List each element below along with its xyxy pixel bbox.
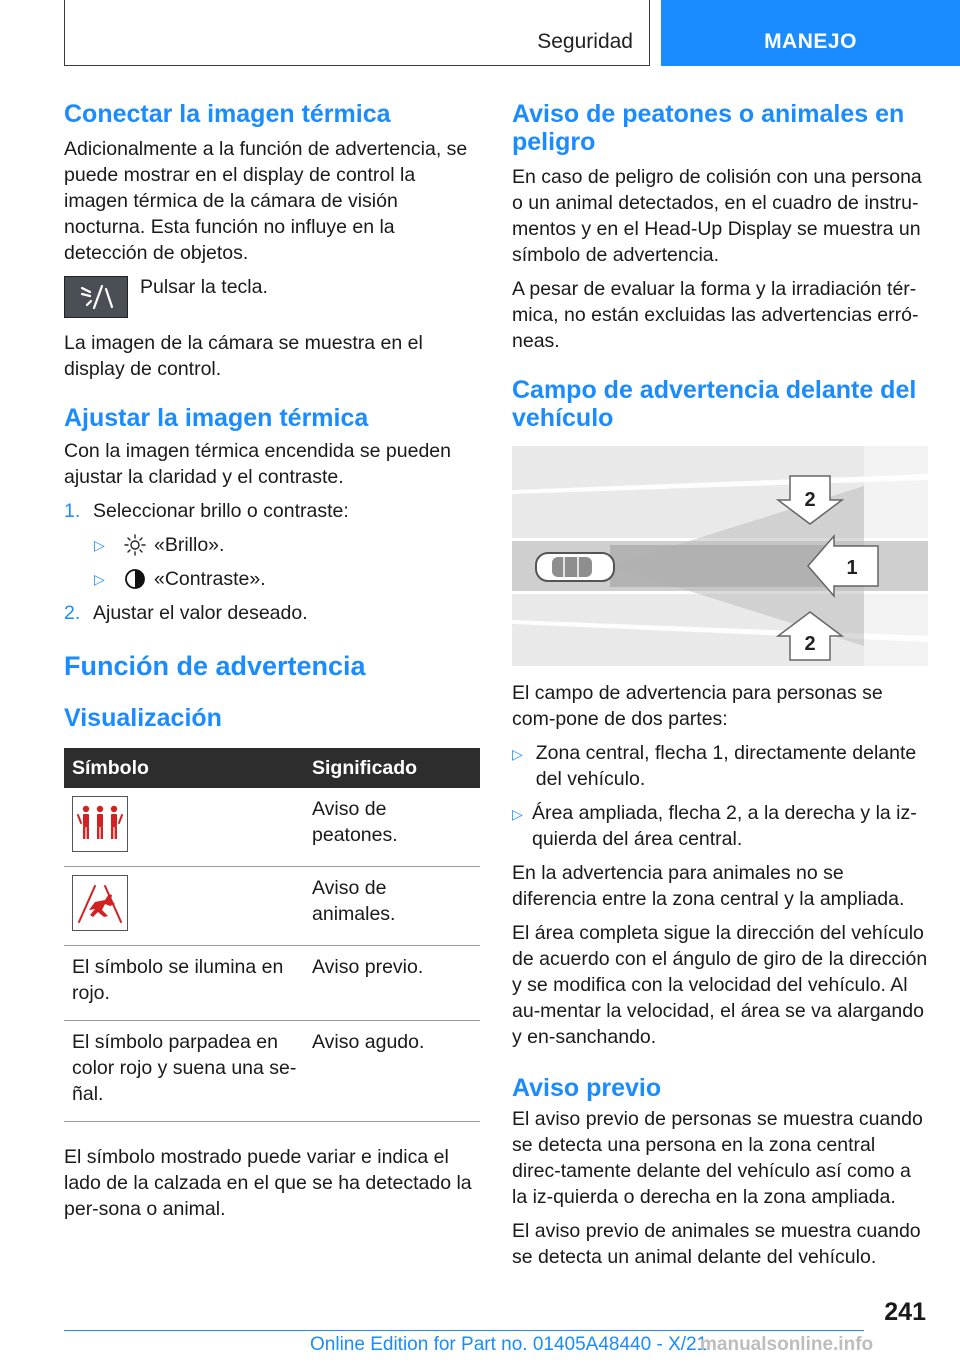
pedestrian-warning-icon: [72, 796, 128, 852]
table-row: [64, 788, 480, 867]
header-section: Seguridad: [537, 30, 633, 53]
footer-edition: Online Edition for Part no. 01405A48440 - X/21: [310, 1334, 708, 1355]
table-cell-meaning: Aviso previo.: [304, 946, 480, 1021]
heading-visual: Visualización: [64, 704, 222, 732]
table-header-meaning: Significado: [312, 756, 418, 779]
right-column: [512, 100, 928, 1278]
table-cell-symbol: [64, 788, 304, 867]
table-cell-meaning: Aviso de peatones.: [304, 788, 480, 867]
key-row: [64, 276, 480, 318]
triangle-bullet-icon: ▷: [94, 537, 105, 553]
step-1: [64, 498, 480, 524]
heading-danger: Aviso de peatones o animales en peligro: [512, 100, 905, 156]
table-row: [64, 1021, 480, 1122]
header-tab-label: MANEJO: [764, 30, 857, 53]
heading-field: Campo de advertencia delante del vehículo: [512, 376, 917, 432]
key-text: Pulsar la tecla.: [140, 276, 268, 298]
para-table-note: El símbolo mostrado puede variar e indica el lado de la calzada en el que se ha detectado la per-sona o animal.: [64, 1146, 472, 1220]
substep-text: «Contraste».: [154, 568, 266, 590]
table-cell-symbol: El símbolo se ilumina en rojo.: [64, 946, 304, 1021]
night-vision-key-icon[interactable]: [64, 276, 128, 318]
animal-warning-icon: [72, 875, 128, 931]
table-header-symbol: Símbolo: [72, 756, 149, 779]
table-row: [64, 946, 480, 1021]
heading-adjust: Ajustar la imagen térmica: [64, 404, 369, 432]
bullet-extended: [512, 800, 928, 852]
table-cell-meaning: Aviso agudo.: [304, 1021, 480, 1122]
substep-brightness: [94, 532, 480, 558]
table-cell-symbol: [64, 867, 304, 946]
diagram-label: 2: [804, 489, 816, 511]
table-cell-meaning: Aviso de animales.: [304, 867, 480, 946]
para-connect: Adicionalmente a la función de advertencia, se puede mostrar en el display de control la imagen térmica de la cámara de visión nocturna. Esta función no influye en la detección de objetos.: [64, 138, 468, 264]
table-cell-symbol: El símbolo parpadea en color rojo y suena una se-ñal.: [64, 1021, 304, 1122]
substep-text: «Brillo».: [154, 534, 225, 556]
para-field: El campo de advertencia para personas se com-pone de dos partes:: [512, 682, 883, 730]
substep-contrast: [94, 566, 480, 592]
para-danger-2: A pesar de evaluar la forma y la irradiación tér-mica, no están excluidas las advertencias erró-neas.: [512, 278, 919, 352]
para-prev-2: El aviso previo de animales se muestra cuando se detecta un animal delante del vehículo.: [512, 1220, 921, 1268]
footer-watermark: manualsonline.info: [700, 1334, 874, 1355]
bullet-central: [512, 740, 928, 792]
warning-field-diagram: [512, 446, 928, 666]
para-animals: En la advertencia para animales no se diferencia entre la zona central y la ampliada.: [512, 862, 905, 910]
steps-list: [64, 498, 480, 626]
triangle-bullet-icon: ▷: [512, 746, 523, 762]
step-number: 2.: [64, 602, 81, 624]
para-area: El área completa sigue la dirección del vehículo de acuerdo con el ángulo de giro de la dirección y se modifica con la velocidad del vehículo. Al au-mentar la velocidad, el área se va alargando y en-sanchando.: [512, 922, 928, 1048]
header-tab[interactable]: [661, 0, 960, 66]
para-adjust: Con la imagen térmica encendida se pueden ajustar la claridad y el contraste.: [64, 440, 452, 488]
heading-connect: Conectar la imagen térmica: [64, 100, 391, 128]
table-row: [64, 867, 480, 946]
diagram-label: 2: [804, 633, 816, 655]
contrast-icon: [122, 566, 148, 592]
heading-prev: Aviso previo: [512, 1074, 662, 1102]
bullet-text: Área ampliada, flecha 2, a la derecha y la iz-quierda del área central.: [531, 802, 917, 850]
para-after-key: La imagen de la cámara se muestra en el display de control.: [64, 332, 423, 380]
left-column: [64, 100, 480, 1230]
diagram-label: 1: [846, 557, 858, 579]
heading-function: Función de advertencia: [64, 651, 366, 681]
header-frame: [64, 0, 650, 66]
page-number: 241: [884, 1298, 926, 1326]
para-prev-1: El aviso previo de personas se muestra cuando se detecta una persona en la zona central direc-tamente delante del vehículo así como a la iz-quierda o derecha en la zona ampliada.: [512, 1108, 923, 1208]
step-number: 1.: [64, 500, 81, 522]
step-text: Seleccionar brillo o contraste:: [93, 500, 349, 522]
triangle-bullet-icon: ▷: [94, 571, 105, 587]
table-header-row: [64, 748, 480, 788]
symbols-table: [64, 748, 480, 1122]
triangle-bullet-icon: ▷: [512, 806, 523, 822]
step-text: Ajustar el valor deseado.: [93, 602, 308, 624]
bullet-text: Zona central, flecha 1, directamente delante del vehículo.: [535, 742, 917, 790]
para-danger-1: En caso de peligro de colisión con una persona o un animal detectados, en el cuadro de instru-mentos y en el Head-Up Display se muestra un símbolo de advertencia.: [512, 166, 922, 266]
car-icon: [536, 553, 614, 581]
footer-divider: [64, 1330, 864, 1331]
brightness-icon: [122, 532, 148, 558]
step-2: [64, 600, 480, 626]
